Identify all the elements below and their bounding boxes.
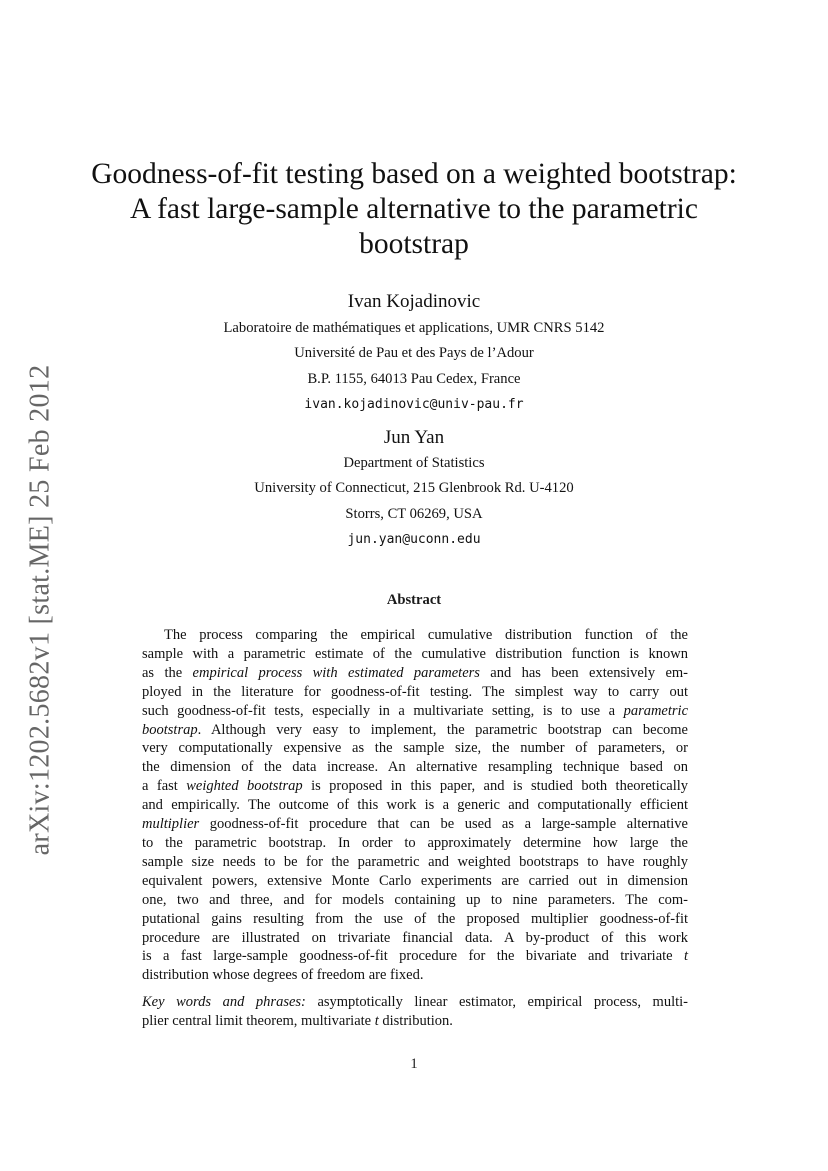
abstract-emphasis: parametric bbox=[623, 702, 688, 719]
author-name: Jun Yan bbox=[383, 427, 445, 448]
abstract-line: multiplier goodness-of-fit procedure that can be used as a large-sample alternative bbox=[142, 816, 688, 833]
abstract-line: very computationally expensive as the sample size, the number of parameters, or bbox=[142, 740, 688, 757]
abstract-body bbox=[142, 626, 688, 985]
abstract-line: to the parametric bootstrap. In order to approximately determine how large the bbox=[142, 834, 688, 851]
abstract-line: equivalent powers, extensive Monte Carlo experiments are carried out in dimension bbox=[142, 872, 688, 889]
abstract-line: distribution whose degrees of freedom are fixed. bbox=[142, 967, 424, 984]
abstract-line: as the empirical process with estimated parameters and has been extensively em- bbox=[142, 664, 688, 681]
keywords-emphasis: t bbox=[374, 1012, 379, 1029]
keywords bbox=[142, 993, 688, 1031]
abstract-line: bootstrap. Although very easy to implement, the parametric bootstrap can become bbox=[142, 721, 688, 738]
abstract-line: such goodness-of-fit tests, especially in a multivariate setting, is to use a parametric bbox=[142, 702, 688, 719]
abstract-line: procedure are illustrated on trivariate financial data. A by-product of this work bbox=[142, 929, 688, 946]
author-affiliation: Laboratoire de mathématiques et applications, UMR CNRS 5142 bbox=[223, 320, 605, 336]
arxiv-stamp bbox=[20, 360, 60, 860]
author-affiliation: Storrs, CT 06269, USA bbox=[345, 506, 483, 522]
author-affiliation: University of Connecticut, 215 Glenbrook Rd. U-4120 bbox=[254, 480, 574, 496]
arxiv-stamp-text: arXiv:1202.5682v1 [stat.ME] 25 Feb 2012 bbox=[24, 364, 56, 856]
abstract-line: sample with a parametric estimate of the cumulative distribution function is known bbox=[142, 645, 688, 662]
title-line: A fast large-sample alternative to the parametric bbox=[130, 193, 698, 225]
abstract-emphasis: multiplier bbox=[142, 816, 200, 833]
abstract-emphasis: bootstrap bbox=[142, 721, 198, 738]
keywords-emphasis: Key words and phrases: bbox=[142, 994, 306, 1010]
title-line: bootstrap bbox=[359, 228, 469, 260]
abstract-line: a fast weighted bootstrap is proposed in this paper, and is studied both theoretically bbox=[142, 778, 689, 795]
abstract-emphasis: empirical process with estimated parameters bbox=[192, 664, 480, 681]
author-affiliation: Department of Statistics bbox=[343, 455, 485, 471]
abstract-heading: Abstract bbox=[386, 592, 442, 608]
abstract-line: the dimension of the data increase. An alternative resampling technique based on bbox=[142, 759, 688, 776]
author-email: ivan.kojadinovic@univ-pau.fr bbox=[304, 397, 524, 412]
abstract-line: putational gains resulting from the use of the proposed multiplier goodness-of-fit bbox=[142, 910, 688, 927]
author-affiliation: Université de Pau et des Pays de l’Adour bbox=[294, 345, 534, 361]
keywords-line: plier central limit theorem, multivariate t distribution. bbox=[142, 1012, 453, 1029]
abstract-line: is a fast large-sample goodness-of-fit procedure for the bivariate and trivariate t bbox=[142, 948, 688, 965]
paper-title bbox=[80, 157, 748, 262]
abstract-line: The process comparing the empirical cumulative distribution function of the bbox=[164, 627, 688, 643]
author-name: Ivan Kojadinovic bbox=[347, 291, 481, 312]
keywords-line: Key words and phrases: asymptotically linear estimator, empirical process, multi- bbox=[142, 994, 688, 1010]
author-email: jun.yan@uconn.edu bbox=[347, 532, 481, 547]
abstract-emphasis: weighted bootstrap bbox=[186, 778, 303, 795]
page-number: 1 bbox=[410, 1056, 418, 1072]
abstract-line: and empirically. The outcome of this work is a generic and computationally efficient bbox=[142, 797, 688, 814]
abstract-line: ployed in the literature for goodness-of-fit testing. The simplest way to carry out bbox=[142, 683, 688, 700]
title-line: Goodness-of-fit testing based on a weighted bootstrap: bbox=[91, 158, 737, 190]
abstract-emphasis: t bbox=[683, 948, 688, 965]
abstract-line: sample size needs to be for the parametric and weighted bootstraps to have roughly bbox=[142, 853, 688, 870]
abstract-line: one, two and three, and for models containing up to nine parameters. The com- bbox=[142, 891, 688, 908]
author-affiliation: B.P. 1155, 64013 Pau Cedex, France bbox=[307, 371, 521, 387]
